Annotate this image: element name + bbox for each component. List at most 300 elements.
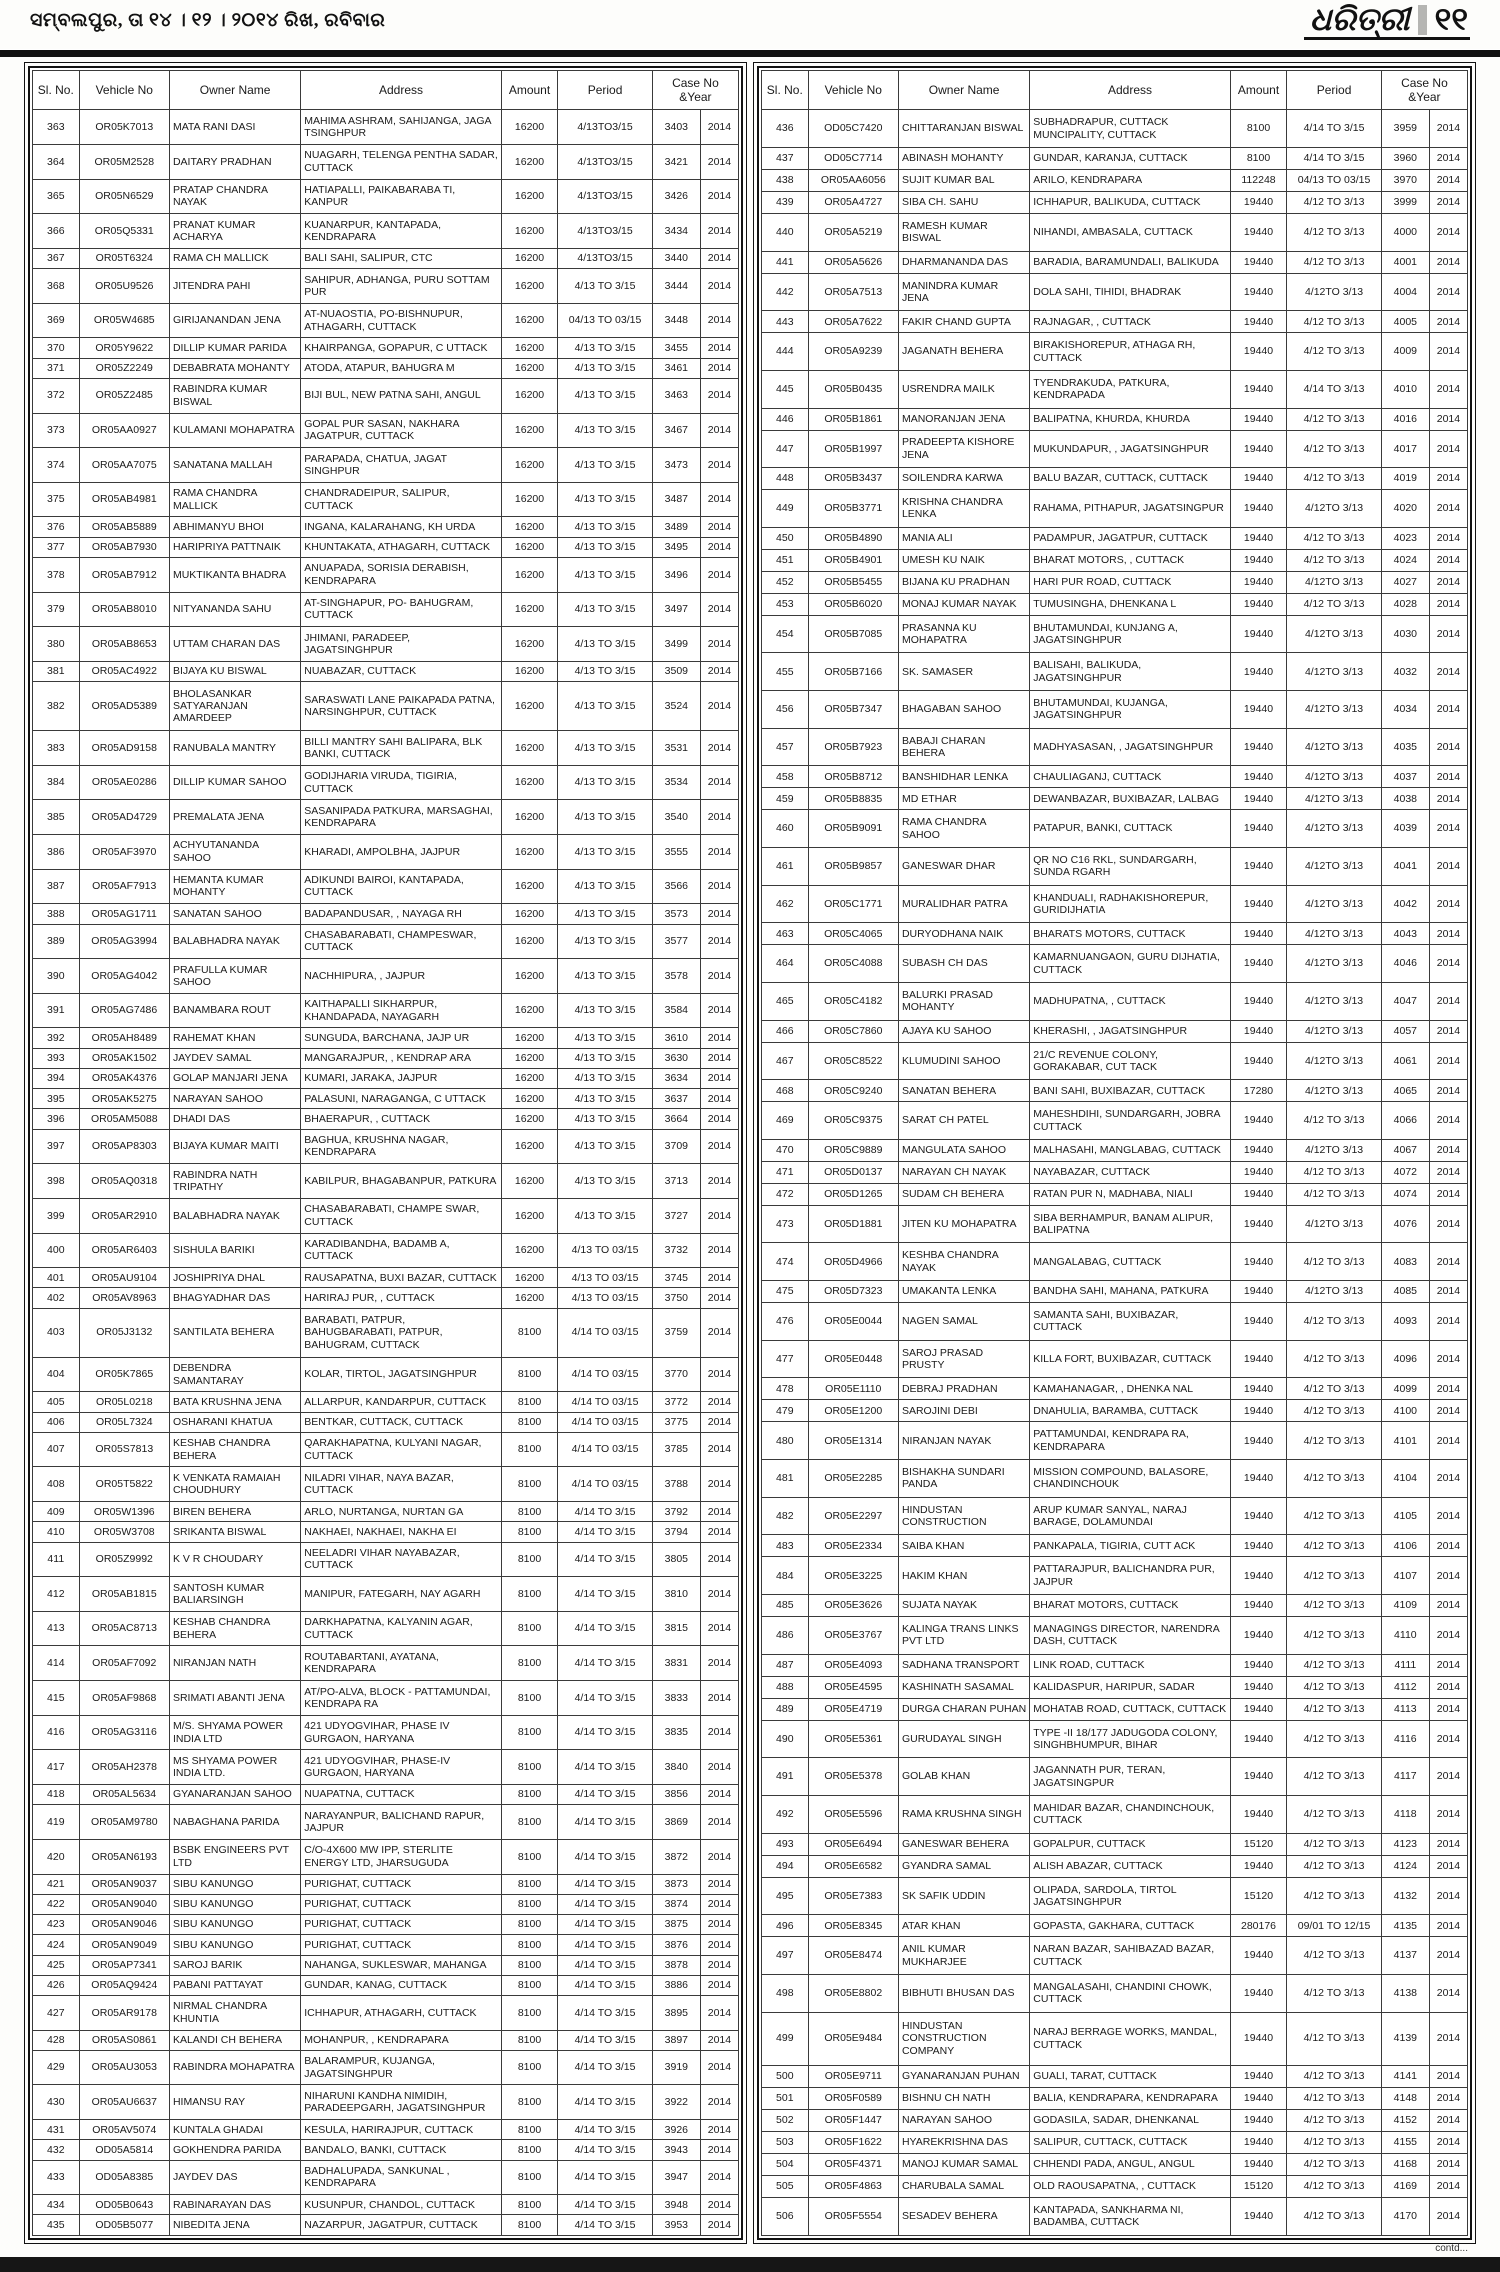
cell-slno: 476 [762,1303,809,1341]
cell-vehicle-no: OR05AU9104 [79,1268,169,1288]
cell-address: KOLAR, TIRTOL, JAGATSINGHPUR [301,1357,502,1392]
cell-period: 4/14 TO 3/15 [558,1750,653,1785]
table-row [33,1089,739,1109]
cell-vehicle-no: OR05B3437 [808,468,898,490]
cell-owner-name: SRIKANTA BISWAL [169,1522,300,1542]
cell-owner-name: RAMESH KUMAR BISWAL [898,213,1029,251]
cell-year: 2014 [700,1357,738,1392]
cell-owner-name: DURYODHANA NAIK [898,923,1029,945]
cell-case-no: 3875 [652,1915,700,1935]
cell-owner-name: MURALIDHAR PATRA [898,885,1029,923]
cell-address: MANGARAJPUR, , KENDRAP ARA [301,1048,502,1068]
cell-address: RATAN PUR N, MADHABA, NIALI [1030,1183,1231,1205]
cell-owner-name: SADHANA TRANSPORT [898,1654,1029,1676]
cell-owner-name: SANTILATA BEHERA [169,1308,300,1357]
table-body-left [33,110,739,2236]
cell-address: BHARAT MOTORS, CUTTACK [1030,1595,1231,1617]
cell-case-no: 3959 [1381,110,1429,148]
table-row [33,592,739,627]
table-row [33,413,739,448]
cell-owner-name: BIJANA KU PRADHAN [898,571,1029,593]
cell-slno: 468 [762,1080,809,1102]
cell-slno: 487 [762,1654,809,1676]
cell-slno: 423 [33,1915,80,1935]
table-row [33,517,739,537]
cell-vehicle-no: OR05A5219 [808,213,898,251]
cell-period: 4/12 TO 3/13 [1287,311,1382,333]
cell-amount: 16200 [501,1048,557,1068]
cell-owner-name: RABINDRA KUMAR BISWAL [169,378,300,413]
table-row [762,1042,1468,1080]
cell-case-no: 4124 [1381,1855,1429,1877]
cell-year: 2014 [1429,1855,1467,1877]
cell-period: 4/14 TO 3/15 [558,1681,653,1716]
cell-address: SIBA BERHAMPUR, BANAM ALIPUR, BALIPATNA [1030,1205,1231,1243]
cell-address: NILADRI VIHAR, NAYA BAZAR, CUTTACK [301,1467,502,1502]
cell-owner-name: RAMA CH MALLICK [169,248,300,268]
cell-slno: 431 [33,2120,80,2140]
cell-amount: 19440 [1230,788,1286,810]
cell-address: NAKHAEI, NAKHAEI, NAKHA EI [301,1522,502,1542]
cell-period: 4/12TO 3/13 [1287,1281,1382,1303]
cell-address: C/O-4X600 MW IPP, STERLITE ENERGY LTD, JHARSUGUDA [301,1839,502,1874]
cell-vehicle-no: OR05C9889 [808,1139,898,1161]
cell-year: 2014 [1429,527,1467,549]
cell-year: 2014 [1429,1937,1467,1975]
cell-period: 4/12TO 3/13 [1287,1080,1382,1102]
cell-owner-name: K VENKATA RAMAIAH CHOUDHURY [169,1467,300,1502]
cell-case-no: 3960 [1381,147,1429,169]
cell-vehicle-no: OR05C8522 [808,1042,898,1080]
cell-amount: 16200 [501,904,557,924]
cell-period: 4/12 TO 3/13 [1287,549,1382,571]
cell-case-no: 3489 [652,517,700,537]
cell-vehicle-no: OR05E8345 [808,1915,898,1937]
page-number: ୧୧ [1434,0,1468,37]
cell-case-no: 4110 [1381,1617,1429,1655]
cell-period: 4/12 TO 3/13 [1287,408,1382,430]
cell-slno: 376 [33,517,80,537]
cell-amount: 16200 [501,1129,557,1164]
cell-slno: 422 [33,1894,80,1914]
cell-case-no: 3745 [652,1268,700,1288]
cell-vehicle-no: OR05D4966 [808,1243,898,1281]
cell-year: 2014 [700,2085,738,2120]
cell-case-no: 3487 [652,482,700,517]
cell-case-no: 3727 [652,1198,700,1233]
cell-year: 2014 [1429,1183,1467,1205]
cell-period: 4/12 TO 3/13 [1287,1654,1382,1676]
cell-vehicle-no: OR05AP7341 [79,1955,169,1975]
cell-address: NAYABAZAR, CUTTACK [1030,1161,1231,1183]
cell-vehicle-no: OR05A5626 [808,251,898,273]
cell-year: 2014 [700,1611,738,1646]
cell-amount: 16200 [501,661,557,681]
cell-case-no: 3999 [1381,191,1429,213]
cell-amount: 16200 [501,924,557,959]
cell-case-no: 3953 [652,2215,700,2236]
cell-owner-name: SANTOSH KUMAR BALIARSINGH [169,1577,300,1612]
cell-period: 4/14 TO 3/15 [558,1646,653,1681]
cell-year: 2014 [700,448,738,483]
cell-period: 4/12TO 3/13 [1287,653,1382,691]
cell-year: 2014 [1429,2065,1467,2087]
cell-vehicle-no: OR05Q5331 [79,214,169,249]
table-row [762,1617,1468,1655]
cell-period: 4/14 TO 3/15 [558,1955,653,1975]
cell-period: 4/13 TO 3/15 [558,1048,653,1068]
cell-year: 2014 [700,248,738,268]
table-row [33,1915,739,1935]
cell-case-no: 4117 [1381,1758,1429,1796]
cell-case-no: 3872 [652,1839,700,1874]
cell-amount: 19440 [1230,615,1286,653]
table-row [762,1720,1468,1758]
cell-year: 2014 [700,1028,738,1048]
table-row [33,1028,739,1048]
cell-address: DOLA SAHI, TIHIDI, BHADRAK [1030,273,1231,311]
cell-period: 4/13 TO 03/15 [558,1288,653,1308]
cell-case-no: 4138 [1381,1974,1429,2012]
cell-year: 2014 [1429,370,1467,408]
cell-address: NUABAZAR, CUTTACK [301,661,502,681]
cell-address: SASANIPADA PATKURA, MARSAGHAI, KENDRAPARA [301,800,502,835]
cell-amount: 280176 [1230,1915,1286,1937]
cell-owner-name: KALINGA TRANS LINKS PVT LTD [898,1617,1029,1655]
cell-year: 2014 [700,627,738,662]
table-row [33,248,739,268]
cell-address: BARADIA, BARAMUNDALI, BALIKUDA [1030,251,1231,273]
cell-year: 2014 [700,1198,738,1233]
cell-vehicle-no: OR05F4371 [808,2153,898,2175]
cell-address: BALARAMPUR, KUJANGA, JAGATSINGHPUR [301,2050,502,2085]
cell-vehicle-no: OR05AF7092 [79,1646,169,1681]
cell-slno: 469 [762,1102,809,1140]
cell-case-no: 4135 [1381,1915,1429,1937]
cell-owner-name: BSBK ENGINEERS PVT LTD [169,1839,300,1874]
table-row [33,557,739,592]
cell-address: AT-NUAOSTIA, PO-BISHNUPUR, ATHAGARH, CUTTACK [301,303,502,338]
cell-slno: 369 [33,303,80,338]
table-row [33,144,739,179]
cell-slno: 380 [33,627,80,662]
cell-vehicle-no: OR05K7013 [79,110,169,145]
cell-slno: 489 [762,1698,809,1720]
cell-slno: 433 [33,2160,80,2195]
cell-vehicle-no: OR05W4685 [79,303,169,338]
table-row [33,959,739,994]
cell-case-no: 3878 [652,1955,700,1975]
cell-owner-name: RANUBALA MANTRY [169,731,300,766]
cell-period: 4/13 TO 3/15 [558,869,653,904]
cell-case-no: 3785 [652,1432,700,1467]
cell-year: 2014 [700,144,738,179]
cell-owner-name: GYANARANJAN SAHOO [169,1785,300,1805]
cell-year: 2014 [700,1068,738,1088]
cell-owner-name: SAROJ BARIK [169,1955,300,1975]
cell-amount: 16200 [501,1089,557,1109]
cell-period: 4/12 TO 3/13 [1287,2065,1382,2087]
cell-vehicle-no: OD05A5814 [79,2140,169,2160]
cell-vehicle-no: OR05AP8303 [79,1129,169,1164]
cell-case-no: 3794 [652,1522,700,1542]
cell-owner-name: PABANI PATTAYAT [169,1975,300,1995]
cell-year: 2014 [1429,2012,1467,2065]
cell-slno: 384 [33,765,80,800]
cell-owner-name: DURGA CHARAN PUHAN [898,1698,1029,1720]
masthead [0,0,1500,42]
cell-owner-name: JITENDRA PAHI [169,269,300,304]
cell-vehicle-no: OR05AD4729 [79,800,169,835]
cell-year: 2014 [700,959,738,994]
cell-case-no: 3555 [652,835,700,870]
cell-year: 2014 [1429,1676,1467,1698]
cell-slno: 428 [33,2030,80,2050]
table-body-right [762,110,1468,2236]
cell-address: ALLARPUR, KANDARPUR, CUTTACK [301,1392,502,1412]
cell-vehicle-no: OR05E2285 [808,1460,898,1498]
cell-period: 09/01 TO 12/15 [1287,1915,1382,1937]
cell-address: NARAYANPUR, BALICHAND RAPUR, JAJPUR [301,1805,502,1840]
cell-year: 2014 [700,1467,738,1502]
cell-vehicle-no: OR05AF3970 [79,835,169,870]
cell-vehicle-no: OR05C4182 [808,982,898,1020]
cell-period: 4/14 TO 03/15 [558,1412,653,1432]
cell-year: 2014 [700,1129,738,1164]
cell-amount: 19440 [1230,1042,1286,1080]
cell-year: 2014 [700,1894,738,1914]
cell-year: 2014 [1429,1833,1467,1855]
cell-address: NARAN BAZAR, SAHIBAZAD BAZAR, CUTTACK [1030,1937,1231,1975]
cell-owner-name: SUBASH CH DAS [898,945,1029,983]
col-header-address: Address [301,71,502,110]
cell-vehicle-no: OR05AB7912 [79,557,169,592]
table-row [33,269,739,304]
cell-address: BALIPATNA, KHURDA, KHURDA [1030,408,1231,430]
table-row [762,1340,1468,1378]
cell-owner-name: SAIBA KHAN [898,1535,1029,1557]
cell-period: 4/12 TO 3/13 [1287,1422,1382,1460]
cell-period: 04/13 TO 03/15 [558,303,653,338]
cell-year: 2014 [1429,810,1467,848]
cell-owner-name: NAGEN SAMAL [898,1303,1029,1341]
cell-slno: 485 [762,1595,809,1617]
cell-owner-name: SAROJ PRASAD PRUSTY [898,1340,1029,1378]
cell-vehicle-no: OR05AA6056 [808,169,898,191]
cell-period: 4/13 TO 3/15 [558,592,653,627]
cell-amount: 16200 [501,1028,557,1048]
table-row [33,537,739,557]
cell-period: 4/12 TO 3/13 [1287,1497,1382,1535]
cell-year: 2014 [1429,982,1467,1020]
cell-period: 4/13 TO 3/15 [558,482,653,517]
cell-year: 2014 [1429,1340,1467,1378]
cell-period: 4/13 TO 3/15 [558,1109,653,1129]
cell-amount: 15120 [1230,1877,1286,1915]
table-row [33,1502,739,1522]
cell-amount: 8100 [501,1805,557,1840]
cell-address: DARKHAPATNA, KALYANIN AGAR, CUTTACK [301,1611,502,1646]
cell-period: 4/12TO 3/13 [1287,490,1382,528]
cell-amount: 16200 [501,993,557,1028]
cell-address: MISSION COMPOUND, BALASORE, CHANDINCHOUK [1030,1460,1231,1498]
data-table [32,70,739,2236]
cell-case-no: 3421 [652,144,700,179]
cell-year: 2014 [700,269,738,304]
cell-case-no: 4017 [1381,430,1429,468]
cell-slno: 387 [33,869,80,904]
cell-amount: 19440 [1230,2153,1286,2175]
table-row [762,273,1468,311]
cell-slno: 385 [33,800,80,835]
cell-case-no: 3455 [652,338,700,358]
cell-period: 4/12 TO 3/13 [1287,1855,1382,1877]
cell-period: 4/12 TO 3/13 [1287,1595,1382,1617]
cell-case-no: 4001 [1381,251,1429,273]
cell-owner-name: BALABHADRA NAYAK [169,924,300,959]
cell-address: OLIPADA, SARDOLA, TIRTOL JAGATSINGHPUR [1030,1877,1231,1915]
cell-amount: 19440 [1230,1020,1286,1042]
cell-address: NIHARUNI KANDHA NIMIDIH, PARADEEPGARH, JAGATSINGHPUR [301,2085,502,2120]
cell-year: 2014 [700,2120,738,2140]
cell-slno: 506 [762,2197,809,2235]
cell-vehicle-no: OR05AN9037 [79,1874,169,1894]
cell-owner-name: BALABHADRA NAYAK [169,1198,300,1233]
cell-period: 4/12 TO 3/13 [1287,333,1382,371]
cell-slno: 488 [762,1676,809,1698]
cell-address: MOHATAB ROAD, CUTTACK, CUTTACK [1030,1698,1231,1720]
cell-case-no: 4034 [1381,691,1429,729]
cell-amount: 16200 [501,482,557,517]
cell-year: 2014 [700,800,738,835]
cell-period: 4/12 TO 3/13 [1287,191,1382,213]
cell-slno: 447 [762,430,809,468]
cell-address: ADIKUNDI BAIROI, KANTAPADA, CUTTACK [301,869,502,904]
cell-amount: 19440 [1230,1460,1286,1498]
cell-period: 4/12TO 3/13 [1287,810,1382,848]
cell-amount: 16200 [501,1233,557,1268]
cell-slno: 414 [33,1646,80,1681]
cell-period: 4/12 TO 3/13 [1287,2153,1382,2175]
cell-amount: 19440 [1230,468,1286,490]
table-row [762,169,1468,191]
cell-amount: 16200 [501,1068,557,1088]
table-row [33,179,739,214]
cell-case-no: 4104 [1381,1460,1429,1498]
cell-year: 2014 [1429,147,1467,169]
cell-owner-name: SUDAM CH BEHERA [898,1183,1029,1205]
cell-amount: 19440 [1230,1974,1286,2012]
cell-owner-name: BHAGABAN SAHOO [898,691,1029,729]
table-row [762,1877,1468,1915]
cell-address: ARUP KUMAR SANYAL, NARAJ BARAGE, DOLAMUNDAI [1030,1497,1231,1535]
cell-year: 2014 [700,1109,738,1129]
cell-year: 2014 [700,2140,738,2160]
cell-year: 2014 [700,1955,738,1975]
cell-period: 4/12 TO 3/13 [1287,468,1382,490]
cell-vehicle-no: OR05E3626 [808,1595,898,1617]
cell-slno: 499 [762,2012,809,2065]
cell-owner-name: GOLAB KHAN [898,1758,1029,1796]
cell-owner-name: OSHARANI KHATUA [169,1412,300,1432]
cell-owner-name: BANAMBARA ROUT [169,993,300,1028]
table-row [33,1412,739,1432]
cell-slno: 410 [33,1522,80,1542]
cell-amount: 19440 [1230,191,1286,213]
cell-vehicle-no: OR05AN9049 [79,1935,169,1955]
cell-owner-name: NIRANJAN NAYAK [898,1422,1029,1460]
table-row [762,1205,1468,1243]
cell-address: SAHIPUR, ADHANGA, PURU SOTTAM PUR [301,269,502,304]
cell-address: GUNDAR, KANAG, CUTTACK [301,1975,502,1995]
table-row [762,2153,1468,2175]
cell-year: 2014 [1429,2109,1467,2131]
cell-year: 2014 [1429,2131,1467,2153]
cell-address: TYENDRAKUDA, PATKURA, KENDRAPADA [1030,370,1231,408]
cell-year: 2014 [1429,1281,1467,1303]
cell-slno: 366 [33,214,80,249]
cell-amount: 19440 [1230,728,1286,766]
cell-owner-name: SOILENDRA KARWA [898,468,1029,490]
cell-owner-name: BISHNU CH NATH [898,2087,1029,2109]
cell-vehicle-no: OR05C4088 [808,945,898,983]
cell-amount: 8100 [501,1750,557,1785]
table-row [762,1161,1468,1183]
cell-case-no: 4023 [1381,527,1429,549]
cell-amount: 8100 [501,1935,557,1955]
cell-owner-name: K V R CHOUDARY [169,1542,300,1577]
cell-owner-name: GYANARANJAN PUHAN [898,2065,1029,2087]
cell-period: 4/14 TO 3/15 [558,1785,653,1805]
brand-block [1304,0,1470,40]
cell-slno: 477 [762,1340,809,1378]
table-row [33,1995,739,2030]
cell-owner-name: SANATAN BEHERA [898,1080,1029,1102]
cell-address: CHASABARABATI, CHAMPESWAR, CUTTACK [301,924,502,959]
cell-amount: 8100 [501,2215,557,2236]
cell-address: MANIPUR, FATEGARH, NAY AGARH [301,1577,502,1612]
cell-owner-name: SANATANA MALLAH [169,448,300,483]
table-row [762,1698,1468,1720]
table-row [762,766,1468,788]
cell-vehicle-no: OR05Z9992 [79,1542,169,1577]
cell-year: 2014 [1429,1378,1467,1400]
cell-case-no: 4074 [1381,1183,1429,1205]
cell-owner-name: SIBA CH. SAHU [898,191,1029,213]
cell-address: GOPALPUR, CUTTACK [1030,1833,1231,1855]
cell-period: 4/13 TO 3/15 [558,731,653,766]
cell-owner-name: DILLIP KUMAR SAHOO [169,765,300,800]
cell-period: 4/14 TO 3/15 [558,2120,653,2140]
cell-amount: 8100 [501,1308,557,1357]
table-row [762,490,1468,528]
cell-case-no: 4038 [1381,788,1429,810]
cell-amount: 19440 [1230,490,1286,528]
cell-amount: 19440 [1230,311,1286,333]
cell-amount: 19440 [1230,945,1286,983]
cell-vehicle-no: OD05B5077 [79,2215,169,2236]
cell-case-no: 3461 [652,358,700,378]
cell-case-no: 4168 [1381,2153,1429,2175]
table-row [762,1595,1468,1617]
table-row [33,2140,739,2160]
table-row [33,1935,739,1955]
cell-slno: 421 [33,1874,80,1894]
table-row [33,482,739,517]
cell-amount: 19440 [1230,982,1286,1020]
cell-slno: 371 [33,358,80,378]
table-row [762,1020,1468,1042]
